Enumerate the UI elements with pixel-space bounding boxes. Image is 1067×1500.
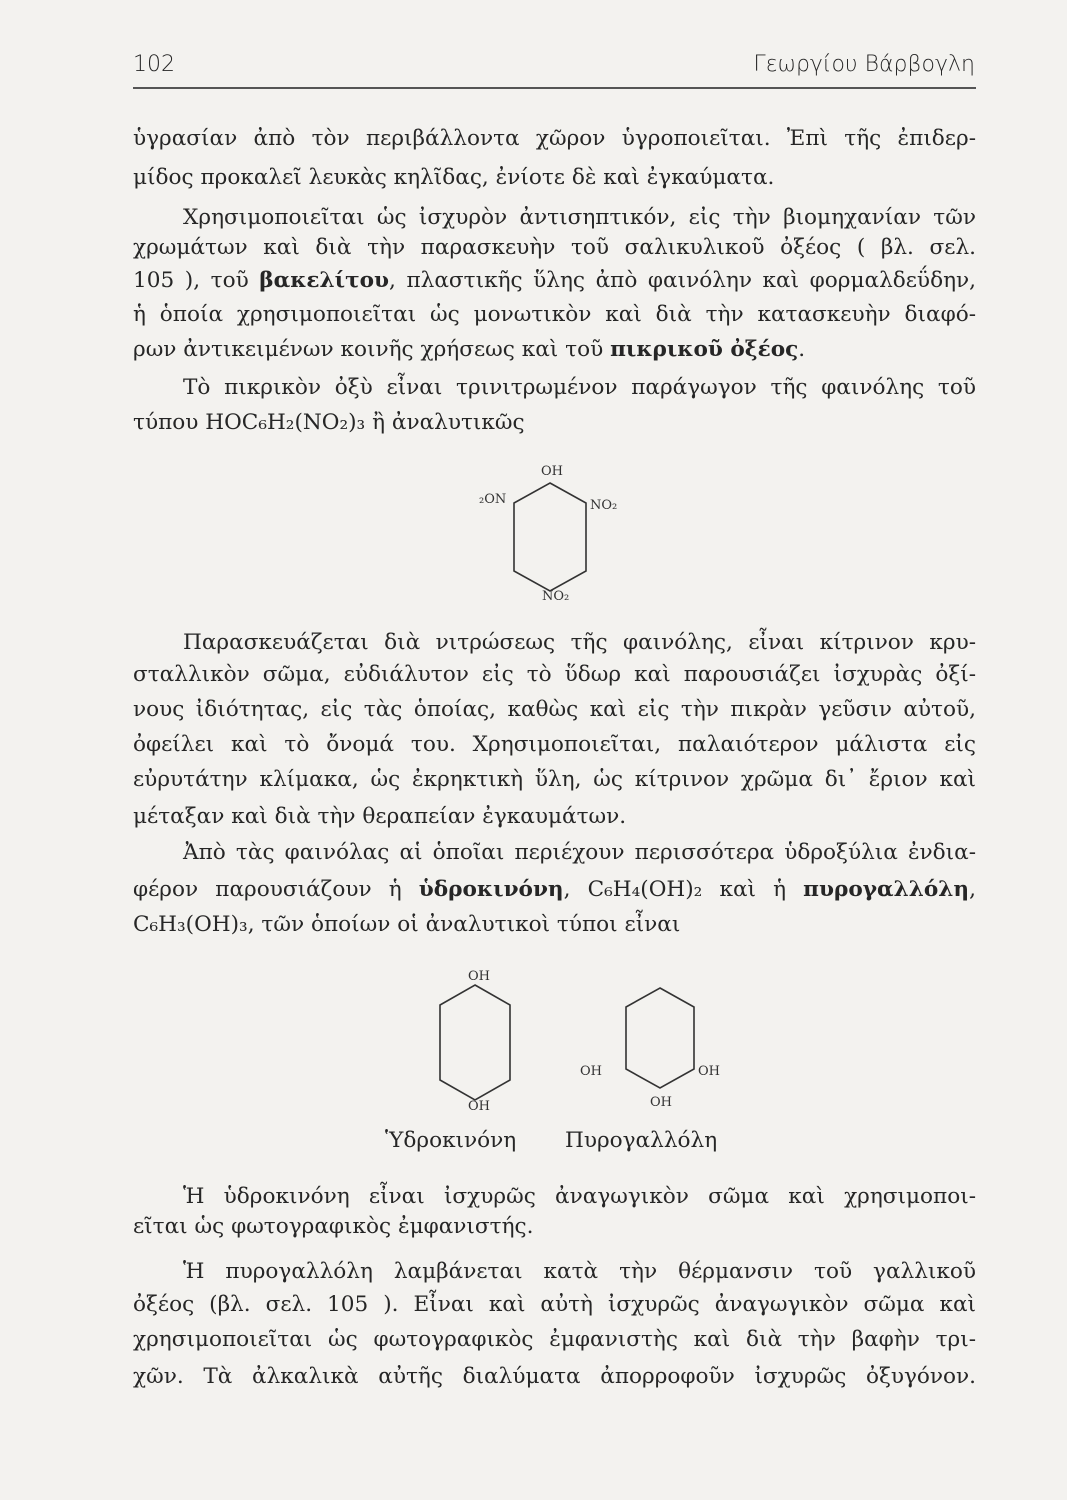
oh-label: OH bbox=[468, 969, 490, 984]
text-line: Παρασκευάζεται διὰ νιτρώσεως τῆς φαινόλης, εἶναι κίτρινον κρυ- bbox=[183, 630, 976, 655]
text-line: μίδος προκαλεῖ λευκὰς κηλῖδας, ἐνίοτε δὲ καὶ ἐγκαύματα. bbox=[133, 165, 775, 190]
text-line: Τὸ πικρικὸν ὀξὺ εἶναι τρινιτρωμένον παράγωγον τῆς φαινόλης τοῦ bbox=[183, 375, 976, 400]
no2-label: ₂ON bbox=[479, 492, 507, 507]
text-line: χρησιμοποιεῖται ὡς φωτογραφικὸς ἐμφανιστὴς καὶ διὰ τὴν βαφὴν τρι- bbox=[133, 1327, 976, 1352]
running-title: Γεωργίου Βάρβογλη bbox=[753, 52, 975, 77]
bold-term: πυρογαλλόλη bbox=[803, 877, 970, 902]
picric-acid-structure bbox=[480, 455, 620, 605]
text-line: Ἡ πυρογαλλόλη λαμβάνεται κατὰ τὴν θέρμανσιν τοῦ γαλλικοῦ bbox=[183, 1259, 976, 1284]
text-line: μέταξαν καὶ διὰ τὴν θεραπείαν ἐγκαυμάτων. bbox=[133, 804, 627, 829]
benzene-ring bbox=[626, 988, 694, 1088]
oh-label: OH bbox=[650, 1095, 672, 1110]
text-line: Ἀπὸ τὰς φαινόλας αἱ ὁποῖαι περιέχουν περισσότερα ὑδροξύλια ἐνδια- bbox=[183, 840, 976, 865]
bold-term: ὑδροκινόνη bbox=[418, 877, 564, 902]
text-line: ρων ἀντικειμένων κοινῆς χρήσεως καὶ τοῦ πικρικοῦ ὀξέος. bbox=[133, 337, 806, 362]
text-line: ὀξέος (βλ. σελ. 105 ). Εἶναι καὶ αὐτὴ ἰσχυρῶς ἀναγωγικὸν σῶμα καὶ bbox=[133, 1292, 976, 1317]
caption-pyrogallol: Πυρογαλλόλη bbox=[565, 1128, 718, 1153]
pyrogallol-structure bbox=[580, 960, 730, 1110]
text-line: χρωμάτων καὶ διὰ τὴν παρασκευὴν τοῦ σαλικυλικοῦ ὀξέος ( βλ. σελ. bbox=[133, 235, 976, 260]
hydroquinone-structure bbox=[420, 960, 530, 1114]
header-rule bbox=[133, 87, 976, 89]
text-line: νους ἰδιότητας, εἰς τὰς ὁποίας, καθὼς καὶ εἰς τὴν πικρὰν γεῦσιν αὐτοῦ, bbox=[133, 697, 976, 722]
text-line: φέρον παρουσιάζουν ἡ ὑδροκινόνη, C₆H₄(OH)₂ καὶ ἡ πυρογαλλόλη, bbox=[133, 877, 976, 902]
text-line: ὀφείλει καὶ τὸ ὄνομά του. Χρησιμοποιεῖται, παλαιότερον μάλιστα εἰς bbox=[133, 732, 976, 757]
oh-label: OH bbox=[541, 464, 563, 479]
text-line: C₆H₃(OH)₃, τῶν ὁποίων οἱ ἀναλυτικοὶ τύποι εἶναι bbox=[133, 912, 681, 937]
text-line: τύπου HOC₆H₂(NO₂)₃ ἢ ἀναλυτικῶς bbox=[133, 410, 525, 435]
caption-hydroquinone: Ὑδροκινόνη bbox=[385, 1128, 517, 1153]
text-line: 105 ), τοῦ βακελίτου, πλαστικῆς ὕλης ἀπὸ φαινόλην καὶ φορμαλδεΰδην, bbox=[133, 268, 976, 293]
benzene-ring bbox=[514, 483, 586, 591]
text-line: ἡ ὁποία χρησιμοποιεῖται ὡς μονωτικὸν καὶ διὰ τὴν κατασκευὴν διαφό- bbox=[133, 302, 976, 327]
text-line: Χρησιμοποιεῖται ὡς ἰσχυρὸν ἀντισηπτικόν, εἰς τὴν βιομηχανίαν τῶν bbox=[183, 205, 976, 230]
text-line: εὐρυτάτην κλίμακα, ὡς ἐκρηκτικὴ ὕλη, ὡς κίτρινον χρῶμα δι᾽ ἔριον καὶ bbox=[133, 767, 976, 792]
text-line: χῶν. Τὰ ἀλκαλικὰ αὐτῆς διαλύματα ἀπορροφοῦν ἰσχυρῶς ὀξυγόνον. bbox=[133, 1364, 976, 1389]
benzene-ring bbox=[440, 985, 510, 1100]
oh-label: OH bbox=[580, 1064, 602, 1079]
no2-label: NO₂ bbox=[590, 498, 618, 513]
bold-term: πικρικοῦ ὀξέος bbox=[610, 337, 799, 362]
page-number: 102 bbox=[133, 52, 175, 77]
text-line: εῖται ὡς φωτογραφικὸς ἐμφανιστής. bbox=[133, 1214, 534, 1239]
text-line: σταλλικὸν σῶμα, εὐδιάλυτον εἰς τὸ ὕδωρ καὶ παρουσιάζει ἰσχυρὰς ὀξί- bbox=[133, 662, 976, 687]
text-line: Ἡ ὑδροκινόνη εἶναι ἰσχυρῶς ἀναγωγικὸν σῶμα καὶ χρησιμοποι- bbox=[183, 1184, 976, 1209]
oh-label: OH bbox=[698, 1064, 720, 1079]
bold-term: βακελίτου bbox=[259, 268, 390, 293]
oh-label: OH bbox=[468, 1099, 490, 1114]
text-line: ὑγρασίαν ἀπὸ τὸν περιβάλλοντα χῶρον ὑγροποιεῖται. Ἐπὶ τῆς ἐπιδερ- bbox=[133, 126, 976, 151]
no2-label: NO₂ bbox=[542, 589, 570, 604]
